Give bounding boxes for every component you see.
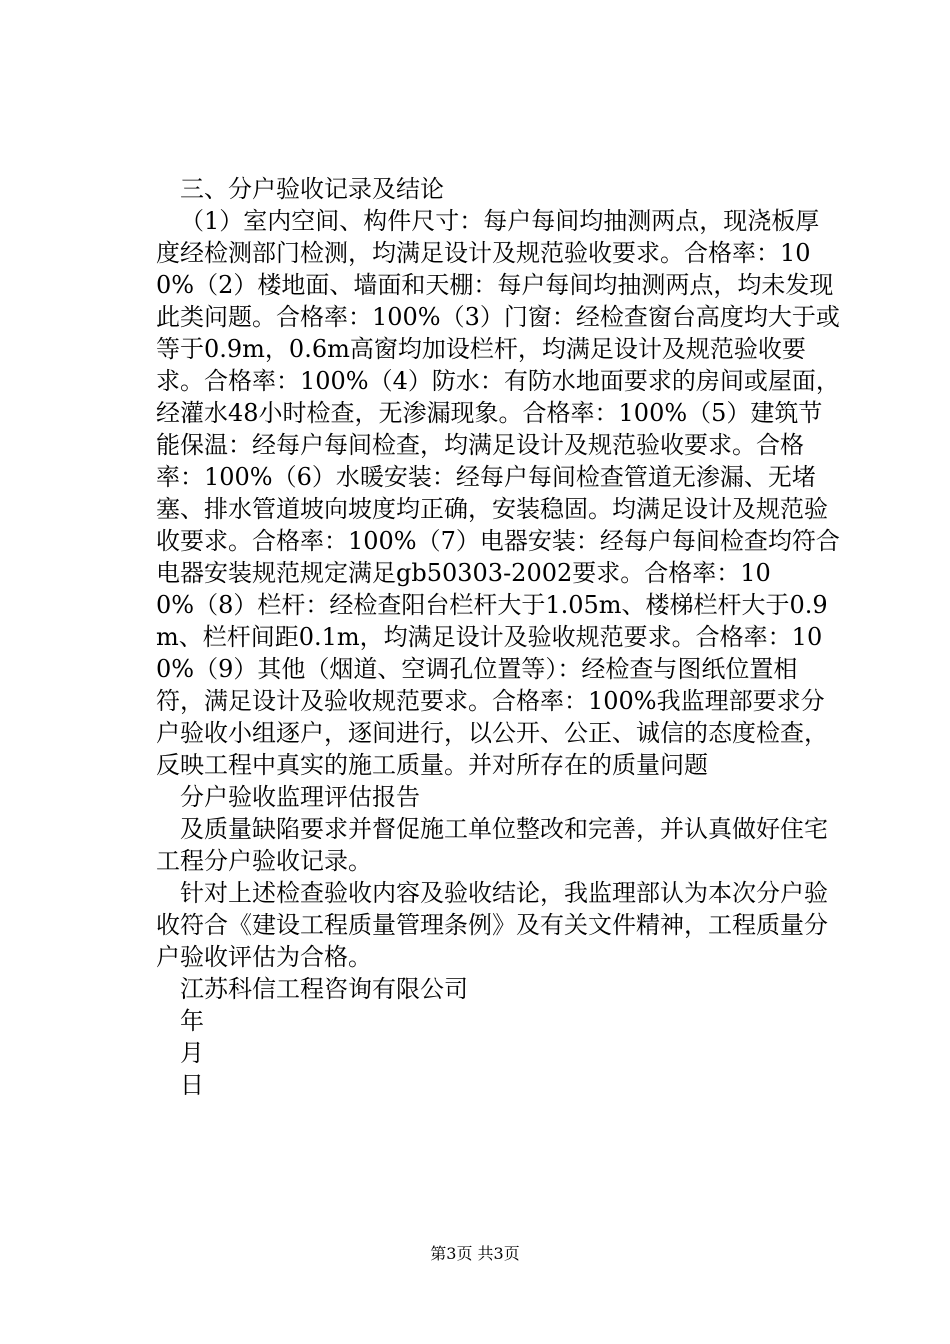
date-year: 年 [180, 1007, 204, 1035]
conclusion-paragraph: 针对上述检查验收内容及验收结论，我监理部认为本次分户验收符合《建设工程质量管理条例》及有关文件精神，工程质量分户验收评估为合格。 [156, 879, 828, 971]
company-name: 江苏科信工程咨询有限公司 [180, 975, 468, 1003]
document-body [156, 173, 840, 1101]
date-day: 日 [180, 1071, 204, 1099]
inspection-paragraph: （1）室内空间、构件尺寸：每户每间均抽测两点，现浇板厚度经检测部门检测，均满足设计及规范验收要求。合格率：100%（2）楼地面、墙面和天棚：每户每间均抽测两点，均未发现此类问题。合格率：100%（3）门窗：经检查窗台高度均大于或等于0.9m，0.6m高窗均加设栏杆，均满足设计及规范验收要求。合格率：100%（4）防水：有防水地面要求的房间或屋面，经灌水48小时检查，无渗漏现象。合格率：100%（5）建筑节能保温：经每户每间检查，均满足设计及规范验收要求。合格率：100%（6）水暖安装：经每户每间检查管道无渗漏、无堵塞、排水管道坡向坡度均正确，安装稳固。均满足设计及规范验收要求。合格率：100%（7）电器安装：经每户每间检查均符合电器安装规范规定满足gb50303-2002要求。合格率：100%（8）栏杆：经检查阳台栏杆大于1.05m、楼梯栏杆大于0.9m、栏杆间距0.1m，均满足设计及验收规范要求。合格率：100%（9）其他（烟道、空调孔位置等）：经检查与图纸位置相符，满足设计及验收规范要求。合格率：100%我监理部要求分户验收小组逐户，逐间进行，以公开、公正、诚信的态度检查，反映工程中真实的施工质量。并对所存在的质量问题 [156, 207, 840, 779]
running-title: 分户验收监理评估报告 [180, 783, 420, 811]
section-heading: 三、分户验收记录及结论 [180, 175, 444, 203]
date-month: 月 [180, 1039, 204, 1067]
page-number-footer: 第3页 共3页 [430, 1244, 520, 1263]
rectification-paragraph: 及质量缺陷要求并督促施工单位整改和完善，并认真做好住宅工程分户验收记录。 [156, 815, 828, 875]
